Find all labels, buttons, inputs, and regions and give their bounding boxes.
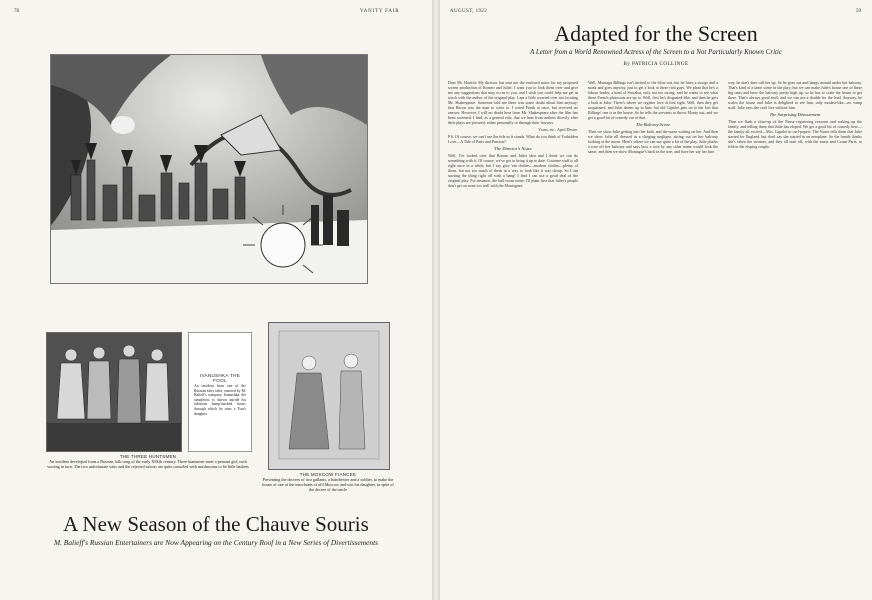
col1-ps: P.S. Of course, we can't use the title as it stands. What do you think of Forbidden Love—A Tale of Paris and Passion?	[448, 134, 578, 144]
side-caption-title: IVANUSHKA THE FOOL	[199, 373, 241, 383]
column-2	[588, 80, 718, 590]
three-huntsmen-photo-art	[47, 333, 181, 451]
col1-section-heading: The Director's Notes	[494, 146, 532, 151]
col2-text: Well, Montagu Billings isn't invited to the blow-out, but he hires a stooge and a mask and goes anyway, just to get a look at these rich guys. We plant that he's a labour leader, a kind of Socialist, only not too strong, and he wants to see what these French plutocrats are up to. Well, first he's disgusted-like, and then he gets a look at Julie. There's where we register love at first sight. Well, then they get acquainted, and Julie shines up to him; but old Capulet gets on to the fact that Billings' one is in the house. So he tells the servants to throw Monty out, and we get a good bit of comedy out of that.	[588, 80, 718, 120]
side-caption-text: An incident from one of the Russian fairy tales, enacted by M. Balieff's company. Ivanushka, the simpleton, is shown astride his fabulous hump-backed horse, through which he wins a Tsar's daughter	[194, 384, 246, 416]
left-running-head: VANITY FAIR	[360, 9, 400, 14]
photo-right-caption-text: Presenting the decrees of two gallants, a hairdresser and a soldier, to make the house of one of the merchants of old Moscow and win his daughter, in spite of the decree of the uncle	[262, 477, 394, 492]
photo-three-huntsmen	[46, 332, 182, 452]
moscow-fiancee-photo-art	[269, 323, 389, 469]
col3-denouement: Then we flash a close-up of the Nurse registering remorse and waking up the family, and telling them that Julie has eloped. We get a good bit of comedy here—the family all excited—Mrs. Capulet in curl-papers. The Nurse tells them that Julie started for England, but don't say she started in an aeroplane. So the family thinks she's taken the steamer, and they all start off, with the nurse and Count Paris, to follow the eloping couple.	[728, 119, 862, 149]
right-date: AUGUST, 1922	[450, 9, 488, 14]
col1-closing: Yours, etc., April Desire.	[538, 127, 578, 132]
right-subhead: A Letter from a World Renowned Actress of the Screen to a Not Particularly Known Critic	[529, 48, 783, 56]
left-folio: 78	[14, 9, 19, 14]
left-subhead: M. Balieff's Russian Entertainers are Now Appearing on the Century Roof in a New Series of Divertissements	[53, 538, 379, 547]
col2-balcony: Then we show Julie getting into her bath, and the nurse waiting on her. And then we show Julie all dressed in a clinging negligee, sitting out on her balcony looking at the moon. Here's where we can use quite a bit of the play. Julie plucks a rose off her balcony and says how a rose by any other name would look the same; and then we show Montague's back in the tree, and have her say her line.	[588, 129, 718, 154]
illustration-cityscape	[50, 54, 368, 284]
left-headline: A New Season of the Chauve Souris	[63, 512, 369, 536]
photo-left-caption-title: THE THREE HUNTSMEN	[119, 454, 177, 459]
right-headline: Adapted for the Screen	[554, 21, 758, 46]
column-1	[448, 80, 578, 590]
col3-text: way, he don't dare call her up. So he goes out and hangs around under her balcony. That's kind of a tame scene in the play; but we can make Julie's house one of these big ones and have the balcony pretty high up, so he has to scale the house to get there. That's always good stuff, and we can use a double for the lead. Anyway, he scales the house and Julie is delighted to see him, only modest-like—no vamp stuff. Julie says she can't live without him.	[728, 80, 862, 110]
right-page	[440, 0, 872, 600]
photo-left-caption	[46, 454, 250, 469]
side-caption-box	[188, 332, 252, 452]
col2-section-heading: The Balcony Scene	[635, 122, 671, 127]
photo-moscow-fiancee	[268, 322, 390, 470]
left-page	[0, 0, 432, 600]
col1-opening: Dear Mr. Hackitt: My director has sent me the enclosed notes for my proposed screen production of Romeo and Juliet. I want you to look them over and give me any suggestions that may occur to you, and I wish you could help me get in touch with the author of the original play. I am a little worried over not locating Mr. Shakespeare. Someone told me there was some doubt about him anyway; that Bacon was the man to write to. I wired Frank at once, but received no answer. However, I will no doubt hear from Mr. Shakespeare after the film has been screened. I find, as a general rule, that we hear from authors directly after their plays are pictured, either personally or through their lawyers.	[448, 80, 578, 125]
col3-section-heading: The Surprising Dénouement	[769, 112, 821, 117]
col1-notes: Well, I've looked over that Romeo and Juliet idea and I think we can do something with it. Of course, we've got to bring it up to date. Costume stuff is all right once in a while, but I say give 'em clothes—modern clothes—plenty of them, but not too much of them in a way to look like it was cheap. So I am starting the thing right off with a bang! I find I can use a good deal of the original play. For instance, the ball-room scene. I'll plant first that Juliet's people don't get on none too well with the Montagues.	[448, 153, 578, 188]
photo-right-caption-title: THE MOSCOW FIANCEE	[299, 472, 357, 477]
right-folio: 59	[856, 9, 861, 14]
page-gutter	[432, 0, 440, 600]
photo-left-caption-text: An incident developed from a Russian folk song of the early XIXth century. Three huntsmen meet a peasant girl, each wooing in turn. The two unfortunate wins and the rejected suitors are quite consoled with mushrooms to be little baskets	[47, 459, 249, 469]
cityscape-illustration-art	[51, 55, 367, 283]
column-3	[728, 80, 862, 590]
photo-right-caption	[262, 472, 394, 492]
byline: By PATRICIA COLLINGE	[623, 62, 689, 67]
